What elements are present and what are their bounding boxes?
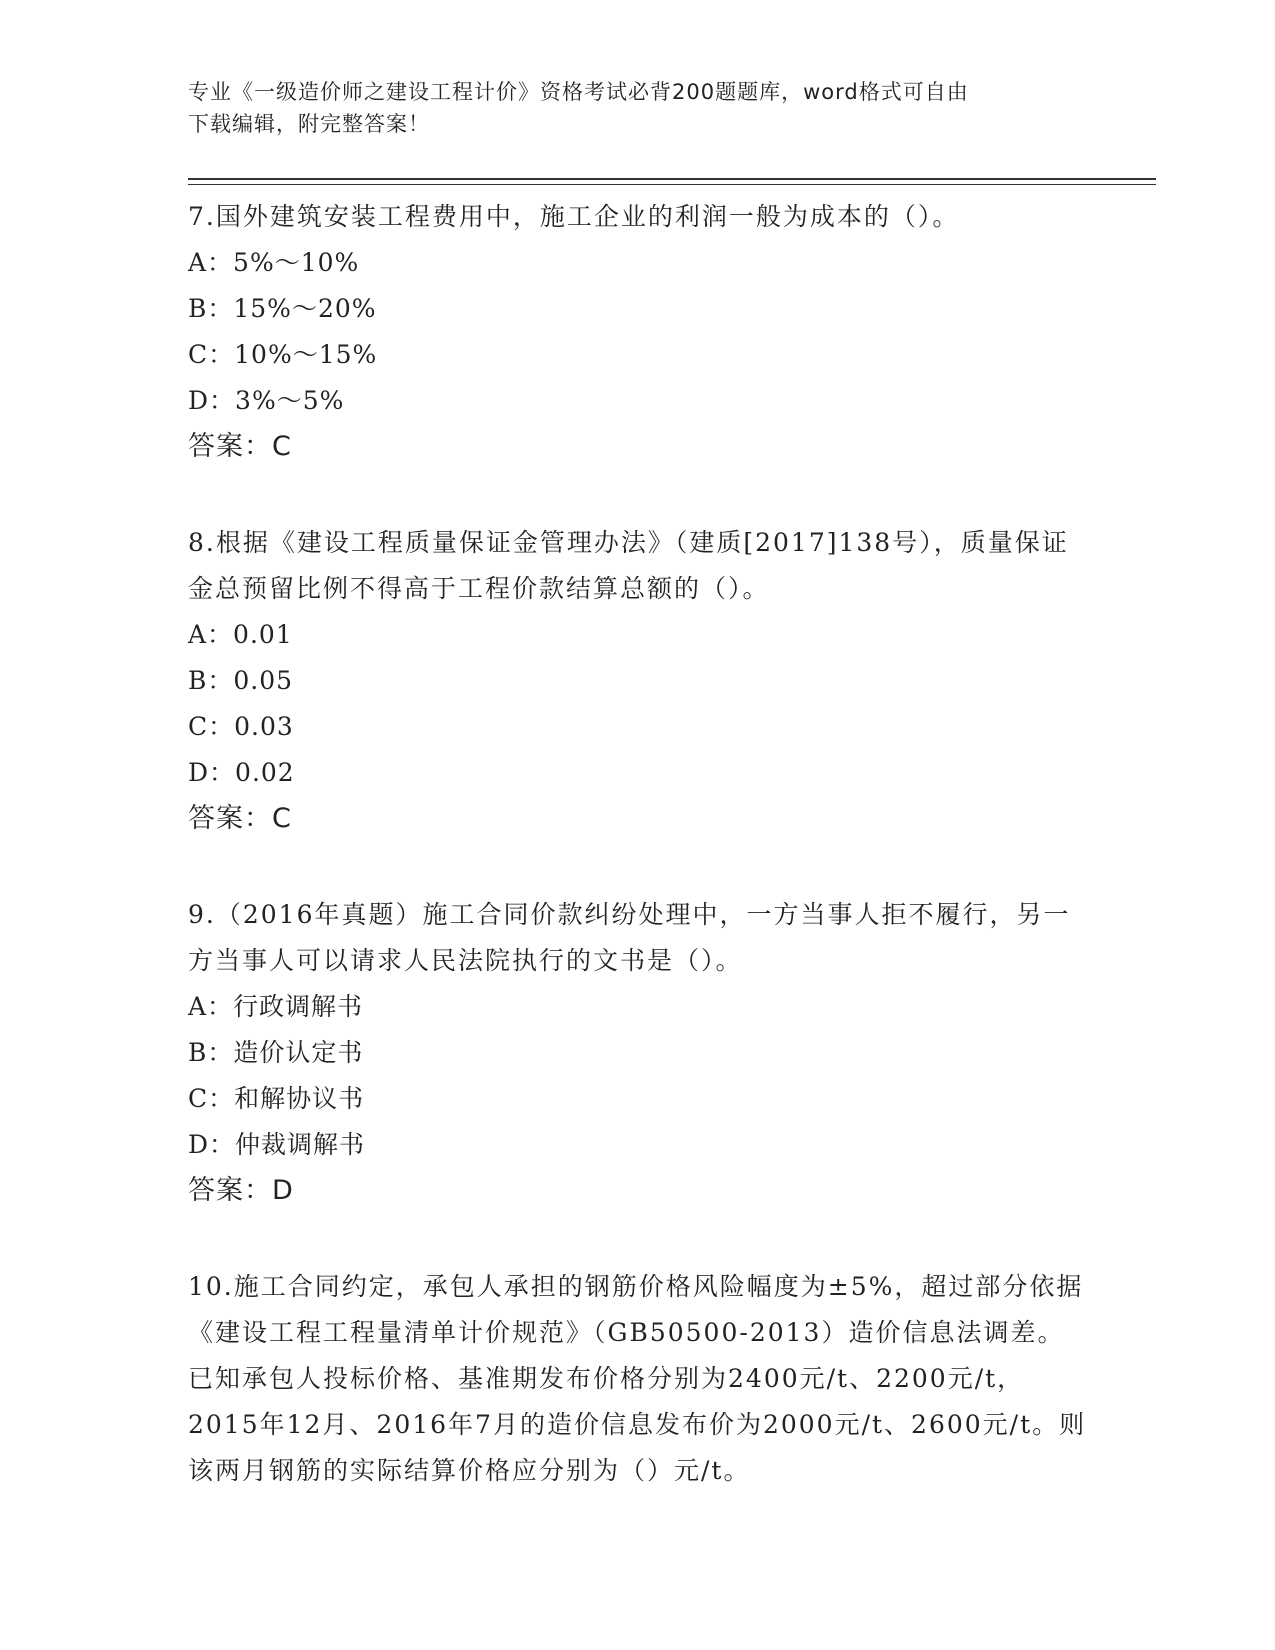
option-c: C：10%～15% (188, 340, 378, 369)
option-d: D：0.02 (188, 758, 295, 787)
option-b: B：造价认定书 (188, 1038, 364, 1067)
option-c: C：和解协议书 (188, 1084, 365, 1113)
option-d: D：3%～5% (188, 386, 345, 415)
header-divider-thin (188, 184, 1156, 185)
option-b: B：15%～20% (188, 294, 377, 323)
option-a: A：行政调解书 (188, 992, 364, 1021)
question-text: 8.根据《建设工程质量保证金管理办法》（建质[2017]138号），质量保证金总预留比例不得高于工程价款结算总额的（）。 (188, 528, 1069, 603)
header-divider-thick (188, 178, 1156, 180)
answer: 答案：C (188, 431, 292, 462)
question-text: 10.施工合同约定，承包人承担的钢筋价格风险幅度为±5%，超过部分依据《建设工程工程量清单计价规范》（GB50500-2013）造价信息法调差。已知承包人投标价格、基准期发布价格分别为2400元/t、2200元/t，2015年12月、2016年7月的造价信息发布价为2000元/t、2600元/t。则该两月钢筋的实际结算价格应分别为（）元/t。 (188, 1272, 1087, 1485)
header-line-2: 下载编辑，附完整答案！ (188, 112, 430, 136)
answer: 答案：C (188, 803, 292, 834)
question-list (188, 194, 1088, 1544)
header-line-1: 专业《一级造价师之建设工程计价》资格考试必背200题题库，word格式可自由 (188, 80, 969, 104)
question-8 (188, 520, 1088, 842)
option-b: B：0.05 (188, 666, 294, 695)
option-a: A：0.01 (188, 620, 293, 649)
answer: 答案：D (188, 1175, 294, 1206)
question-7 (188, 194, 1088, 470)
option-d: D：仲裁调解书 (188, 1130, 366, 1159)
question-9 (188, 892, 1088, 1214)
option-c: C：0.03 (188, 712, 294, 741)
document-header (188, 76, 1068, 140)
question-10 (188, 1264, 1088, 1494)
question-text: 9.（2016年真题）施工合同价款纠纷处理中，一方当事人拒不履行，另一方当事人可以请求人民法院执行的文书是（）。 (188, 900, 1071, 975)
question-text: 7.国外建筑安装工程费用中，施工企业的利润一般为成本的（）。 (188, 202, 960, 231)
option-a: A：5%～10% (188, 248, 360, 277)
